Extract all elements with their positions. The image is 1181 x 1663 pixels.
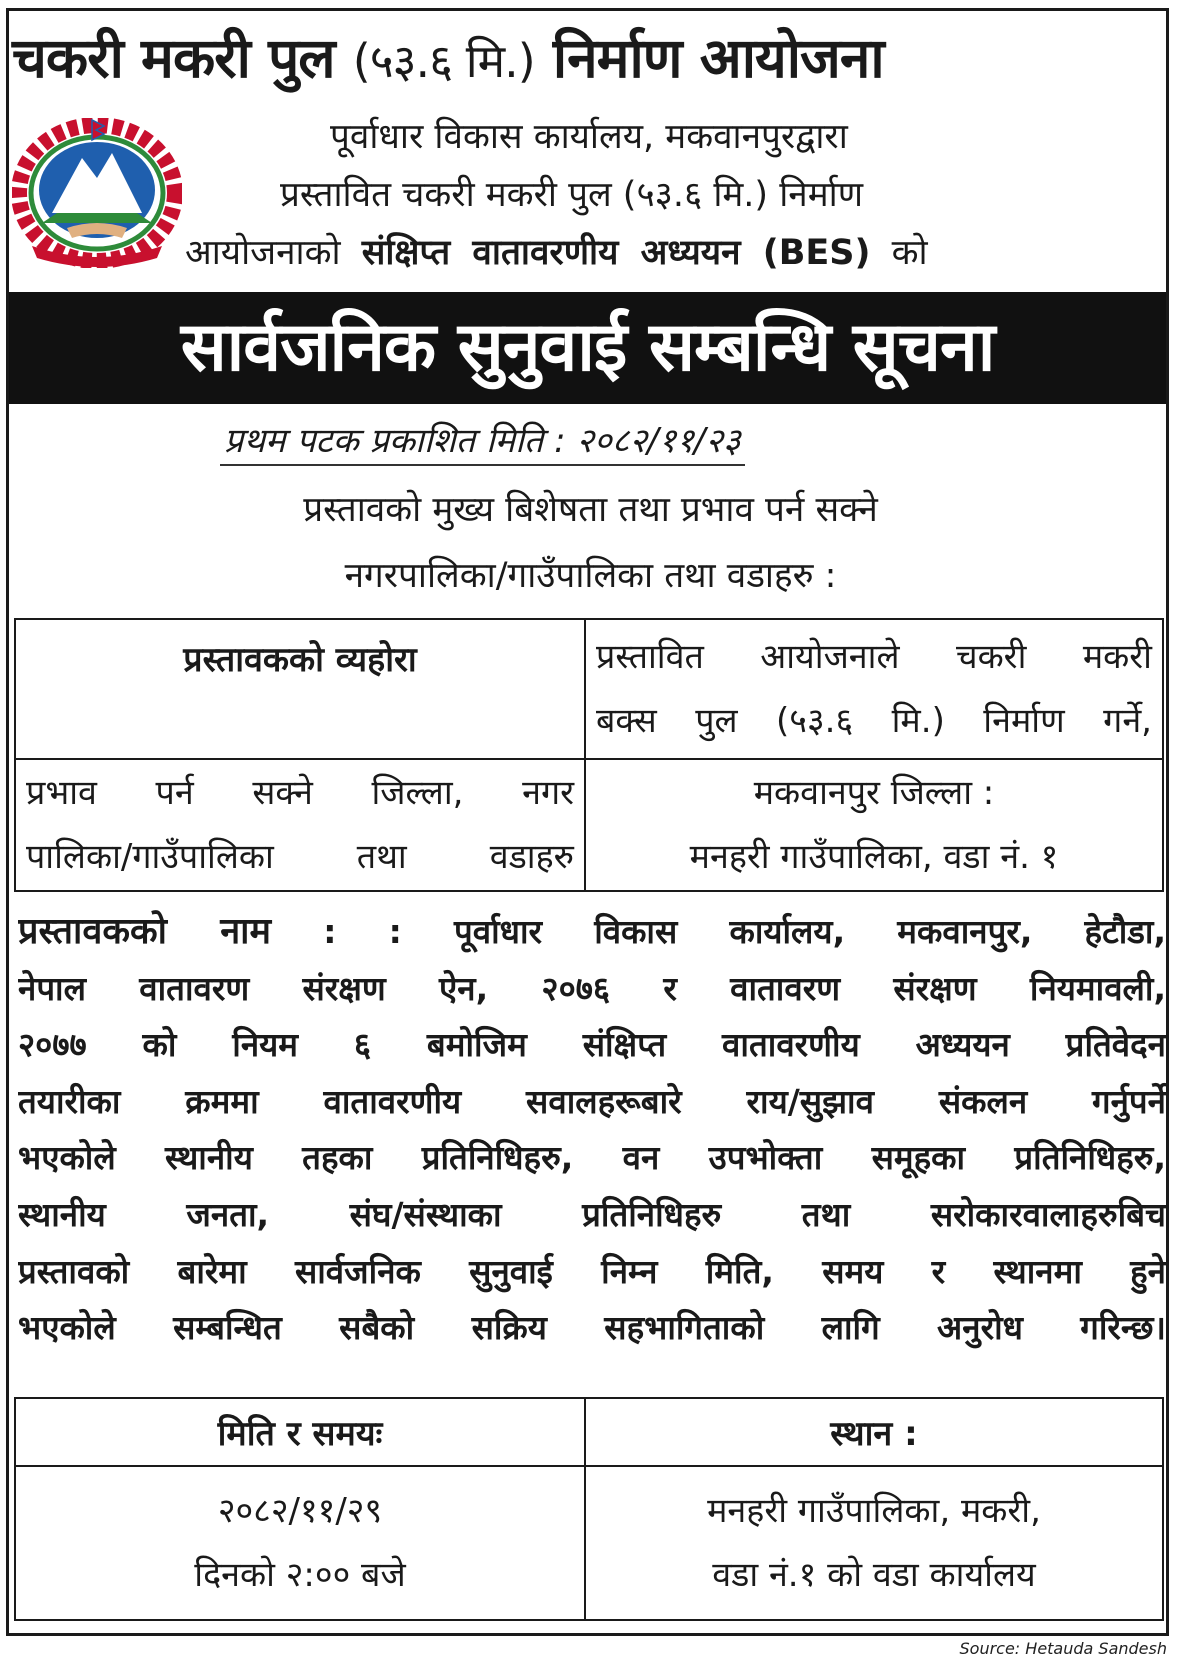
subheading-line-1: प्रस्तावको मुख्य बिशेषता तथा प्रभाव पर्न सक्ने <box>303 490 878 530</box>
row2-value-line2: मनहरी गाउँपालिका, वडा नं. १ <box>689 837 1059 877</box>
venue-line2: वडा नं.१ को वडा कार्यालय <box>712 1555 1036 1595</box>
row2-value-line1: मकवानपुर जिल्ला : <box>753 773 995 813</box>
table-cell <box>15 619 585 759</box>
row1-label: प्रस्तावकको व्यहोरा <box>183 640 417 680</box>
table-row <box>15 1466 1163 1620</box>
intro-line-1: पूर्वाधार विकास कार्यालय, मकवानपुरद्वारा <box>330 117 848 157</box>
title-part1: चकरी मकरी पुल <box>12 26 335 90</box>
title-part3: निर्माण आयोजना <box>552 26 884 90</box>
table-cell <box>585 759 1163 891</box>
body-line: नेपाल वातावरण संरक्षण ऐन, २०७६ र वातावरण संरक्षण नियमावली, <box>18 968 1166 1008</box>
notice-banner: सार्वजनिक सुनुवाई सम्बन्धि सूचना <box>9 292 1166 404</box>
table-cell <box>585 619 1163 759</box>
project-title <box>12 18 1162 98</box>
row1-value-line1: प्रस्तावित आयोजनाले चकरी मकरी <box>596 637 1152 677</box>
feature-table <box>14 618 1164 892</box>
table-cell <box>15 1466 585 1620</box>
table-row <box>15 1398 1163 1466</box>
body-line: भएकोले स्थानीय तहका प्रतिनिधिहरु, वन उपभोक्ता समूहका प्रतिनिधिहरु, <box>18 1138 1166 1178</box>
body-line: प्रस्तावको बारेमा सार्वजनिक सुनुवाई निम्न मिति, समय र स्थानमा हुने <box>18 1251 1166 1291</box>
body-line: तयारीका क्रममा वातावरणीय सवालहरूबारे राय/सुझाव संकलन गर्नुपर्ने <box>18 1081 1166 1121</box>
notice-body <box>18 904 1166 1357</box>
intro-line-3-bold: संक्षिप्त वातावरणीय अध्ययन (BES) <box>361 233 871 273</box>
subheading-line-2: नगरपालिका/गाउँपालिका तथा वडाहरु : <box>344 556 837 596</box>
schedule-table <box>14 1397 1164 1621</box>
row2-label-line2: पालिका/गाउँपालिका तथा वडाहरु <box>26 837 574 877</box>
intro-line-2: प्रस्तावित चकरी मकरी पुल (५३.६ मि.) निर्माण <box>280 175 864 215</box>
body-line <box>18 904 1166 961</box>
row1-value-line2: बक्स पुल (५३.६ मि.) निर्माण गर्ने, <box>596 701 1152 741</box>
intro-line-3-prefix: आयोजनाको <box>185 233 341 273</box>
body-line: भएकोले सम्बन्धित सबैको सक्रिय सहभागिताको लागि अनुरोध गरिन्छ। <box>18 1308 1166 1348</box>
table-cell <box>585 1466 1163 1620</box>
table-row <box>15 619 1163 759</box>
nepal-emblem-icon <box>12 118 182 268</box>
body-line: स्थानीय जनता, संघ/संस्थाका प्रतिनिधिहरु तथा सरोकारवालाहरुबिच <box>18 1194 1166 1234</box>
published-date: प्रथम पटक प्रकाशित मिति : २०८२/११/२३ <box>220 418 745 466</box>
intro-line-3-suffix: को <box>891 233 928 273</box>
venue-line1: मनहरी गाउँपालिका, मकरी, <box>707 1491 1041 1531</box>
table-row <box>15 759 1163 891</box>
row2-label-line1: प्रभाव पर्न सक्ने जिल्ला, नगर <box>26 773 574 813</box>
table-cell <box>15 759 585 891</box>
proposer-value: : : पूर्वाधार विकास कार्यालय, मकवानपुर, हेटौडा, <box>323 912 1166 951</box>
source-credit: Source: Hetauda Sandesh <box>959 1639 1167 1658</box>
title-part2: (५३.६ मि.) <box>352 34 535 88</box>
venue-header: स्थान : <box>585 1398 1163 1466</box>
hearing-date: २०८२/११/२९ <box>217 1491 383 1531</box>
hearing-time: दिनको २:०० बजे <box>194 1555 406 1595</box>
proposer-label: प्रस्तावकको नाम <box>18 911 272 952</box>
intro-line-3 <box>185 224 928 282</box>
body-line: २०७७ को नियम ६ बमोजिम संक्षिप्त वातावरणीय अध्ययन प्रतिवेदन <box>18 1025 1166 1065</box>
date-time-header: मिति र समयः <box>15 1398 585 1466</box>
